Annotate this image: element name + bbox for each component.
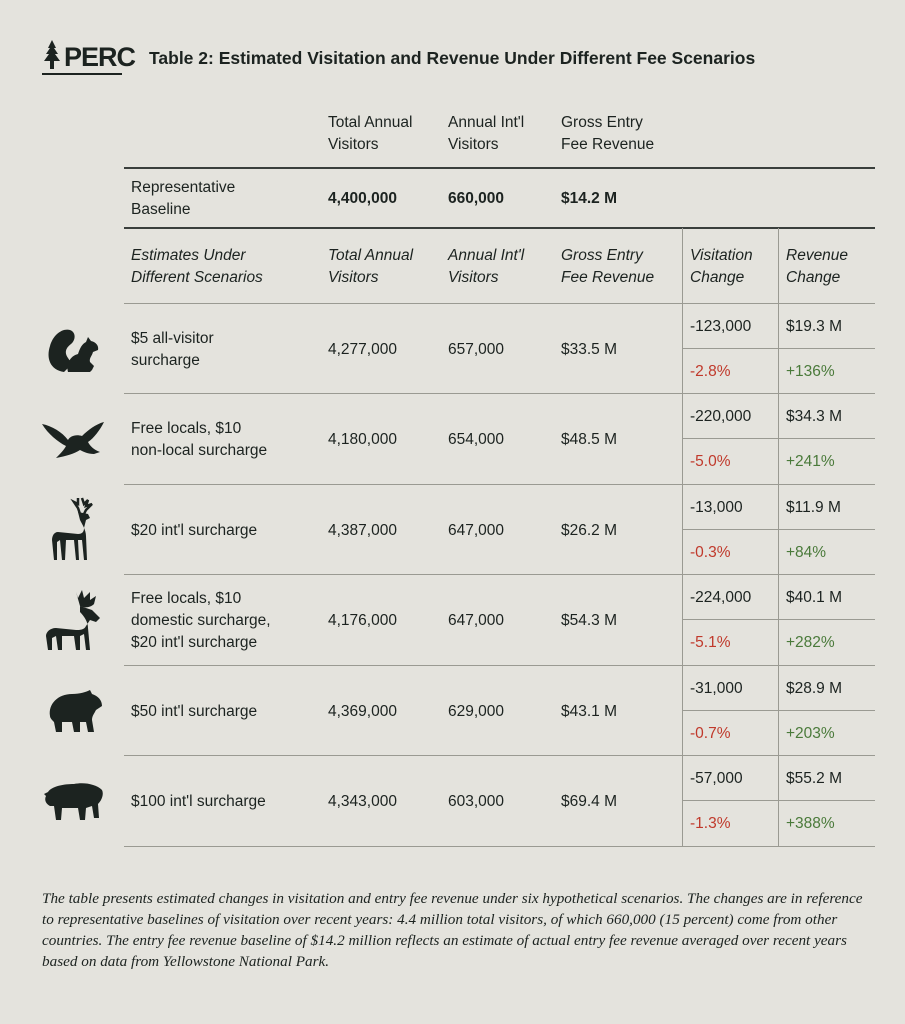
scenario-intl: 647,000 [448,522,505,539]
scenario-intl: 647,000 [448,612,505,629]
footnote: The table presents estimated changes in visitation and entry fee revenue under six hypothetical scenarios. The changes are in reference to representative baselines of visitation over recent years: 4.4 million total visitors, of which 660,000 (15 percent) come from other countries. The entry fee revenue baseline of $14.2 million reflects an estimate of actual entry fee revenue averaged over recent years based on data from Yellowstone National Park. [42,890,863,970]
vis-change: -31,000 [690,680,743,697]
rev-pct: +388% [786,815,835,832]
vis-pct: -0.7% [690,725,731,742]
rev-change: $34.3 M [786,408,843,425]
scenario-revenue: $54.3 M [561,612,618,629]
scenario-revenue: $69.4 M [561,793,618,810]
top-header-total: Total Annual Visitors [328,114,413,153]
scenario-total: 4,277,000 [328,341,397,358]
scenario-total: 4,176,000 [328,612,397,629]
deer-icon [44,496,102,562]
perc-logo [42,40,135,70]
vis-change: -57,000 [690,770,743,787]
row-divider [124,574,875,575]
scenario-header-label: Estimates Under Different Scenarios [131,247,263,286]
rev-change: $55.2 M [786,770,843,787]
scenario-intl: 629,000 [448,703,505,720]
scenario-revenue: $43.1 M [561,703,618,720]
row-subdivider [682,529,875,530]
scenario-label: $50 int'l surcharge [131,703,258,720]
rev-pct: +203% [786,725,835,742]
rev-pct: +84% [786,544,827,561]
top-header-intl: Annual Int'l Visitors [448,114,525,153]
scenario-label: $5 all-visitor surcharge [131,330,214,369]
row-divider [124,846,875,847]
rev-pct: +282% [786,634,835,651]
divider-top [124,167,875,169]
vis-change: -224,000 [690,589,752,606]
column-divider-rev [778,228,779,846]
row-subdivider [682,438,875,439]
rev-change: $28.9 M [786,680,843,697]
baseline-total: 4,400,000 [328,190,397,207]
scenario-total: 4,343,000 [328,793,397,810]
rev-pct: +241% [786,453,835,470]
eagle-icon [40,418,106,460]
scenario-label: $100 int'l surcharge [131,793,266,810]
rev-change: $11.9 M [786,499,841,516]
baseline-intl: 660,000 [448,190,505,207]
divider-baseline [124,227,875,229]
row-divider [124,484,875,485]
rev-change: $19.3 M [786,318,843,335]
moose-icon [40,588,106,652]
scenario-header-intl: Annual Int'l Visitors [448,247,525,286]
scenario-intl: 603,000 [448,793,505,810]
scenario-label: Free locals, $10 domestic surcharge, $20 int'l surcharge [131,590,271,651]
scenario-total: 4,369,000 [328,703,397,720]
logo-text: PERC [64,42,136,72]
top-header-revenue: Gross Entry Fee Revenue [561,114,655,153]
scenario-header-rev-change: Revenue Change [786,247,849,286]
scenario-label: Free locals, $10 non-local surcharge [131,420,268,459]
scenario-header-vis-change: Visitation Change [690,247,753,286]
rev-pct: +136% [786,363,835,380]
scenario-total: 4,387,000 [328,522,397,539]
vis-pct: -0.3% [690,544,731,561]
row-divider [124,665,875,666]
vis-pct: -5.1% [690,634,731,651]
vis-change: -123,000 [690,318,752,335]
row-divider [124,303,875,304]
squirrel-icon [46,322,102,374]
vis-pct: -1.3% [690,815,731,832]
row-divider [124,755,875,756]
rev-change: $40.1 M [786,589,843,606]
scenario-revenue: $33.5 M [561,341,618,358]
bear-icon [44,688,104,734]
page-title: Table 2: Estimated Visitation and Revenue Under Different Fee Scenarios [149,48,756,68]
bison-icon [40,782,106,822]
scenario-revenue: $48.5 M [561,431,618,448]
vis-pct: -5.0% [690,453,731,470]
row-subdivider [682,800,875,801]
baseline-revenue: $14.2 M [561,190,618,207]
scenario-total: 4,180,000 [328,431,397,448]
column-divider-vis [682,228,683,846]
pine-tree-icon [42,40,62,70]
row-divider [124,393,875,394]
scenario-label: $20 int'l surcharge [131,522,258,539]
scenario-header-total: Total Annual Visitors [328,247,414,286]
row-subdivider [682,619,875,620]
vis-change: -220,000 [690,408,752,425]
scenario-header-revenue: Gross Entry Fee Revenue [561,247,655,286]
scenario-revenue: $26.2 M [561,522,618,539]
scenario-intl: 654,000 [448,431,505,448]
vis-change: -13,000 [690,499,743,516]
row-subdivider [682,348,875,349]
vis-pct: -2.8% [690,363,731,380]
baseline-label: Representative Baseline [131,179,236,218]
logo-underline [42,73,122,75]
row-subdivider [682,710,875,711]
scenario-intl: 657,000 [448,341,505,358]
